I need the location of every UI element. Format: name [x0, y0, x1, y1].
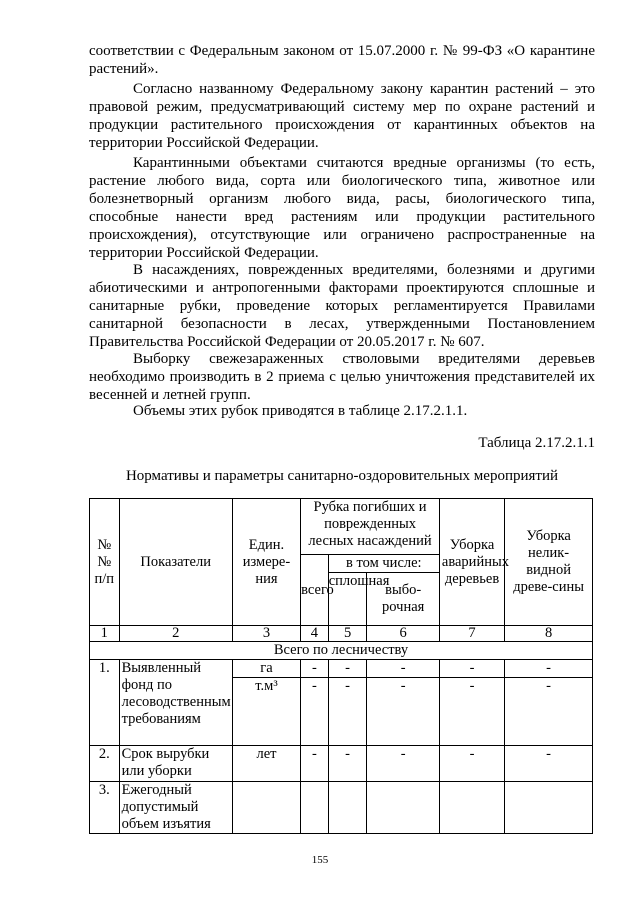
header-clear-felling: сплошная	[328, 573, 367, 626]
row-num: 2.	[90, 746, 120, 782]
row-indicator: Выявленный фонд по лесоводственным требованиям	[119, 660, 232, 746]
col-number: 3	[232, 626, 300, 642]
row-unit: га	[232, 660, 300, 678]
paragraph-1: соответствии с Федеральным законом от 15.07.2000 г. № 99-ФЗ «О карантине растений».	[89, 43, 595, 77]
paragraph-4: В насаждениях, поврежденных вредителями, болезнями и другими абиотическими и антропогенными факторами проектируются сплошные и санитарные рубки, проведение которых регламентируется Правилами санитарной безопасности в лесах, утвержденными Постановлением Правительства Российской Федерации от 20.05.2017 г. № 607.	[89, 262, 595, 350]
paragraph-6: Объемы этих рубок приводятся в таблице 2.17.2.1.1.	[133, 403, 468, 419]
col-number: 5	[328, 626, 367, 642]
col-number: 6	[367, 626, 439, 642]
cell-value	[505, 782, 593, 834]
col-number: 8	[505, 626, 593, 642]
col-number: 4	[301, 626, 329, 642]
row-indicator: Ежегодный допустимый объем изъятия	[119, 782, 232, 834]
cell-value: -	[301, 746, 329, 782]
cell-value: -	[439, 746, 504, 782]
row-unit: лет	[232, 746, 300, 782]
cell-value: -	[301, 678, 329, 746]
header-illiquid: Уборка нелик-видной древе-сины	[505, 499, 593, 626]
paragraph-2: Согласно названному Федеральному закону карантин растений – это правовой режим, предусматривающий систему мер по охране растений и продукции растительного происхождения от карантинных объектов на территории Российской Федерации.	[89, 81, 595, 151]
header-indicator: Показатели	[119, 499, 232, 626]
cell-value: -	[439, 660, 504, 678]
paragraph-3: Карантинными объектами считаются вредные организмы (то есть, растение любого вида, сорта или биологического типа, животное или болезнетворный организм любого вида, расы, биологического типа, способные нанести вред растениям или продукции растительного происхождения), отсутствующие или ограничено распространенные на территории Российской Федерации.	[89, 155, 595, 261]
header-unit: Един. измере-ния	[232, 499, 300, 626]
row-unit	[232, 782, 300, 834]
cell-value: -	[367, 678, 439, 746]
col-number: 7	[439, 626, 504, 642]
row-unit: т.м³	[232, 678, 300, 746]
row-num: 1.	[90, 660, 120, 746]
header-emergency: Уборка аварийных деревьев	[439, 499, 504, 626]
col-number: 1	[90, 626, 120, 642]
cell-value	[367, 782, 439, 834]
header-num: № № п/п	[90, 499, 120, 626]
header-including: в том числе:	[328, 555, 439, 573]
header-total: всего	[301, 555, 329, 626]
cell-value	[301, 782, 329, 834]
cell-value: -	[367, 660, 439, 678]
cell-value	[328, 782, 367, 834]
page-number: 155	[311, 854, 329, 866]
col-number: 2	[119, 626, 232, 642]
cell-value: -	[367, 746, 439, 782]
paragraph-5: Выборку свежезараженных стволовыми вредителями деревьев необходимо производить в 2 приема с целью уничтожения представителей их весенней и летней групп.	[89, 351, 595, 403]
cell-value: -	[328, 678, 367, 746]
row-num: 3.	[90, 782, 120, 834]
cell-value: -	[505, 678, 593, 746]
header-selective-felling: выбо-рочная	[367, 573, 439, 626]
cell-value	[439, 782, 504, 834]
cell-value: -	[505, 746, 593, 782]
cell-value: -	[328, 746, 367, 782]
cell-value: -	[301, 660, 329, 678]
header-felling-group: Рубка погибших и поврежденных лесных насаждений	[301, 499, 440, 555]
row-indicator: Срок вырубки или уборки	[119, 746, 232, 782]
table-caption: Таблица 2.17.2.1.1	[478, 435, 595, 451]
cell-value: -	[328, 660, 367, 678]
norms-table	[89, 498, 593, 834]
cell-value: -	[439, 678, 504, 746]
cell-value: -	[505, 660, 593, 678]
table-title: Нормативы и параметры санитарно-оздоровительных мероприятий	[125, 468, 559, 484]
section-header: Всего по лесничеству	[90, 642, 593, 660]
